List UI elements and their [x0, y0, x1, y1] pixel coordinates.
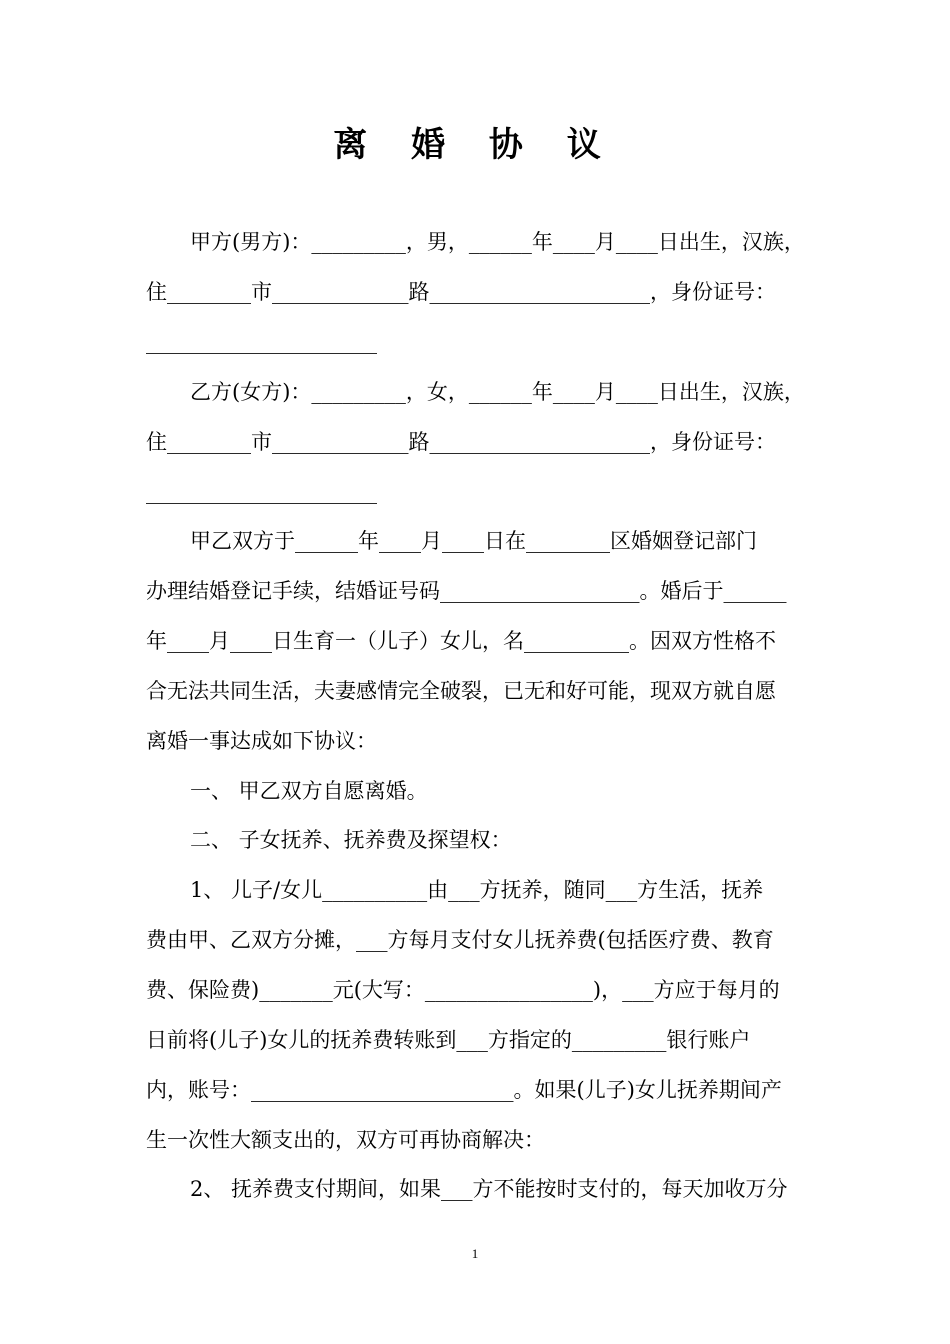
paragraph-line: 生一次性大额支出的，双方可再协商解决：	[146, 1128, 545, 1152]
paragraph-line: 离婚一事达成如下协议：	[146, 729, 377, 753]
document-title: 离 婚 协 议	[333, 125, 617, 165]
paragraph-line: ______________________	[146, 480, 377, 504]
paragraph-line: 乙方(女方)：_________，女，______年____月____日出生，汉族，	[190, 380, 805, 404]
paragraph-line: 2、 抚养费支付期间，如果___方不能按时支付的，每天加收万分	[190, 1177, 788, 1201]
paragraph-line: 内，账号：_________________________。如果(儿子)女儿抚养期间产	[146, 1078, 782, 1102]
paragraph-line: 年____月____日生育一（儿子）女儿，名__________。因双方性格不	[146, 629, 776, 653]
paragraph-line: 1、 儿子/女儿__________由___方抚养，随同___方生活，抚养	[190, 878, 764, 902]
paragraph-line: 费由甲、乙双方分摊，___方每月支付女儿抚养费(包括医疗费、教育	[146, 928, 774, 952]
paragraph-line: 住________市_____________路_____________________，身份证号：	[146, 280, 776, 304]
paragraph-line: 甲乙双方于______年____月____日在________区婚姻登记部门	[190, 529, 757, 553]
clause-heading: 一、 甲乙双方自愿离婚。	[190, 779, 428, 803]
paragraph-line: 住________市_____________路_____________________，身份证号：	[146, 430, 776, 454]
paragraph-line: 日前将(儿子)女儿的抚养费转账到___方指定的_________银行账户	[146, 1028, 751, 1052]
clause-heading: 二、 子女抚养、抚养费及探望权：	[190, 828, 512, 852]
paragraph-line: ______________________	[146, 330, 377, 354]
paragraph-line: 合无法共同生活，夫妻感情完全破裂，已无和好可能，现双方就自愿	[146, 679, 776, 703]
paragraph-line: 甲方(男方)：_________，男，______年____月____日出生，汉族，	[190, 230, 805, 254]
page-number: 1	[471, 1246, 479, 1261]
paragraph-line: 办理结婚登记手续，结婚证号码___________________。婚后于______	[146, 579, 787, 603]
paragraph-line: 费、保险费)_______元(大写：________________)，___方应于每月的	[146, 978, 780, 1002]
